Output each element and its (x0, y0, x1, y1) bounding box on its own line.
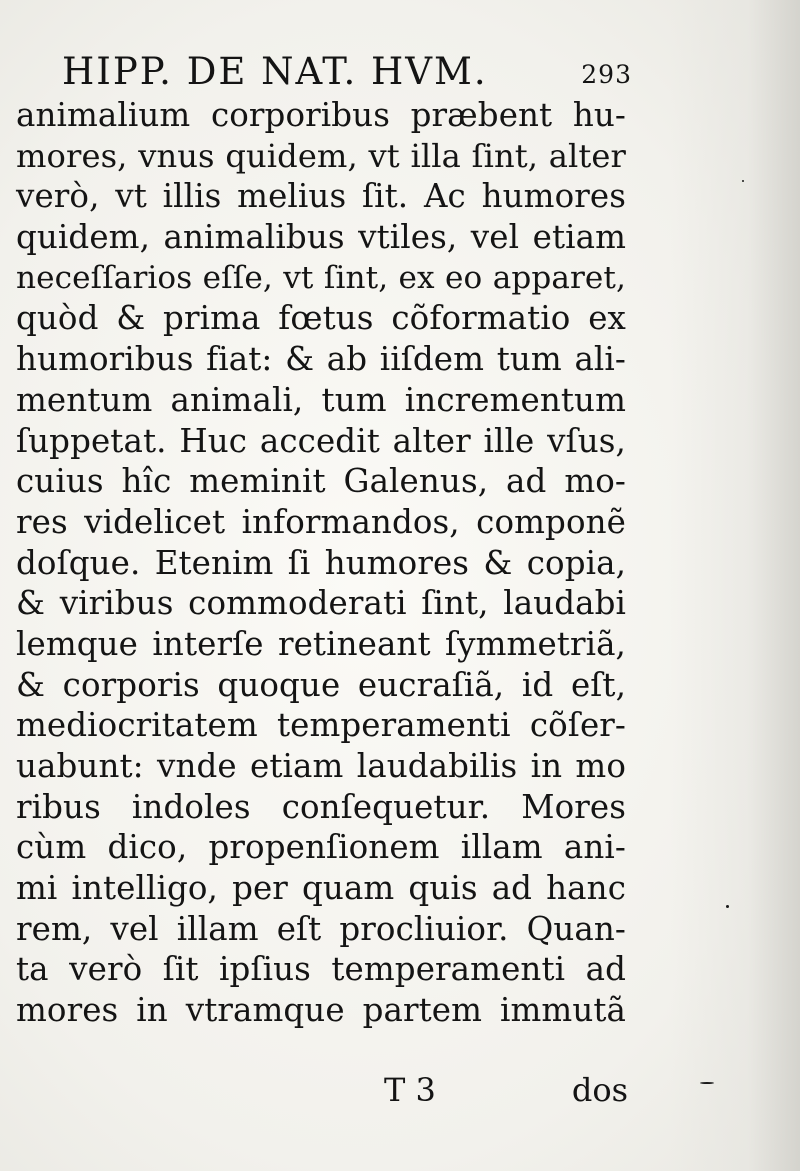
ink-speck (742, 180, 744, 182)
text-line: doſque. Etenim ſi humores & copia, (16, 543, 626, 582)
page-number: 293 (581, 60, 632, 89)
catchword: dos (571, 1071, 628, 1109)
ink-speck (700, 1082, 714, 1084)
text-line: verò, vt illis melius ſit. Ac humores (16, 177, 626, 216)
text-line: mores, vnus quidem, vt illa ſint, alter (16, 136, 626, 175)
text-line: rem, vel illam eſt procliuior. Quan- (16, 909, 626, 948)
text-line: neceſſarios eſſe, vt ſint, ex eo apparet, (16, 259, 626, 296)
text-line: ribus indoles conſequetur. Mores (16, 787, 626, 826)
text-line: animalium corporibus præbent hu- (16, 96, 626, 134)
text-line: uabunt: vnde etiam laudabilis in mo (16, 747, 626, 785)
ink-speck (726, 905, 729, 908)
text-line: ta verò ſit ipſius temperamenti ad (16, 950, 626, 989)
text-line: & corporis quoque eucraſiã, id eſt, (16, 665, 626, 704)
page-edge-shading (670, 0, 800, 1171)
text-line: cùm dico, propenſionem illam ani- (16, 828, 626, 867)
text-line: lemque interſe retineant ſymmetriã, (16, 624, 626, 663)
text-line: res videlicet informandos, componẽ (16, 502, 626, 541)
text-line: quòd & prima fœtus cõformatio ex (16, 299, 626, 338)
text-line: humoribus fiat: & ab iiſdem tum ali- (16, 340, 626, 379)
signature-mark: T 3 (384, 1071, 436, 1109)
body-text (16, 95, 626, 1031)
text-line: mediocritatem temperamenti cõſer- (16, 706, 626, 745)
text-line: cuius hîc meminit Galenus, ad mo- (16, 462, 626, 501)
text-line: mi intelligo, per quam quis ad hanc (16, 869, 626, 908)
text-line: & viribus commoderati ſint, laudabi (16, 584, 626, 623)
page-footer (370, 1068, 628, 1112)
text-line: mentum animali, tum incrementum (16, 380, 626, 419)
running-head (62, 46, 632, 98)
running-head-title: HIPP. DE NAT. HVM. (62, 50, 488, 93)
text-line: ſuppetat. Huc accedit alter ille vſus, (16, 421, 626, 460)
text-line: quidem, animalibus vtiles, vel etiam (16, 218, 626, 257)
text-line: mores in vtramque partem immutã (16, 991, 626, 1030)
